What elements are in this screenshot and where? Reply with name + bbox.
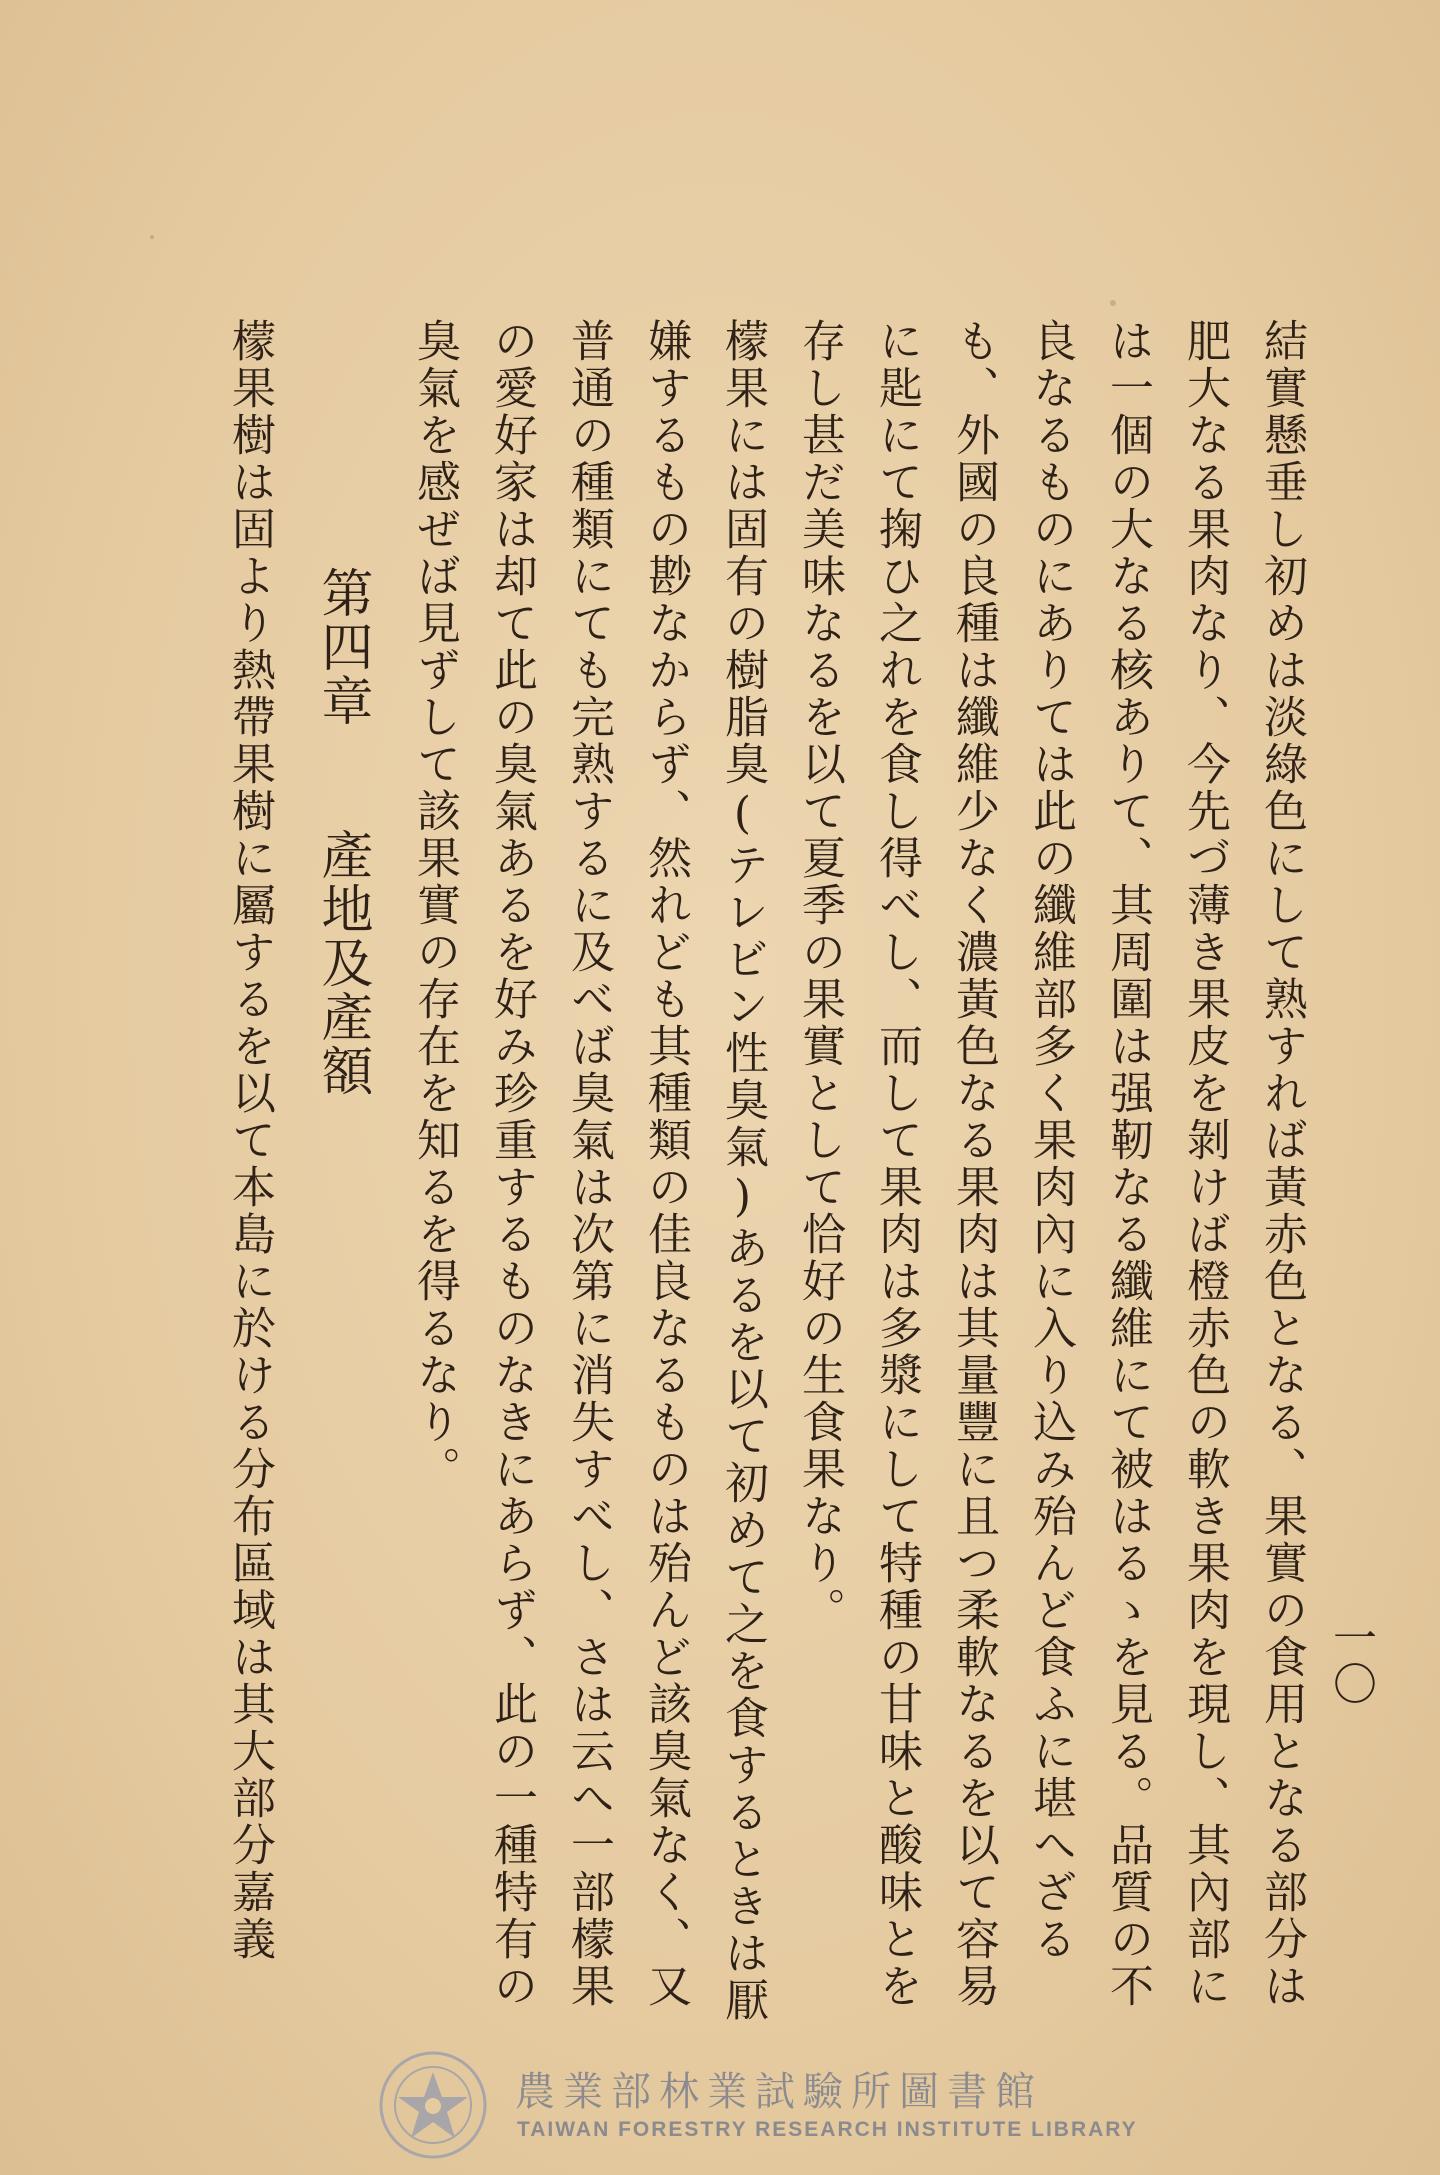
- vertical-body-text: [180, 318, 1320, 2038]
- library-name-en: TAIWAN FORESTRY RESEARCH INSTITUTE LIBRARY: [517, 2118, 1138, 2141]
- paragraph-3: 檬果樹は固より熱帶果樹に屬するを以て本島に於ける分布區域は其大部分嘉義: [224, 318, 275, 1963]
- chapter-number: 第四章: [312, 566, 372, 728]
- paragraph-1: 結實懸垂し初めは淡綠色にして熟すれば黃赤色となる、果實の食用となる部分は肥大なる果肉なり、今先づ薄き果皮を剝けば橙赤色の軟き果肉を現し、其內部には一個の大なる核ありて、其周圍は强靭なる纖維にて被はるゝを見る。品質の不良なるものにありては此の纖維部多く果肉內に入り込み殆んど食ふに堪へざるも、外國の良種は纖維少なく濃黃色なる果肉は其量豐に且つ柔軟なるを以て容易に匙にて掬ひ之れを食し得べし、而して果肉は多漿にして特種の甘味と酸味とを存し甚だ美味なるを以て夏季の果實として恰好の生食果なり。: [794, 318, 1307, 2010]
- library-name-zh: 農業部林業試驗所圖書館: [515, 2069, 1043, 2115]
- chapter-heading: [288, 318, 396, 2038]
- paragraph-2: 檬果には固有の樹脂臭(テレビン性臭氣)あるを以て初めて之を食するときは厭嫌するもの尠なからず、然れども其種類の佳良なるものは殆んど該臭氣なく、又普通の種類にても完熟するに及べば臭氣は次第に消失すべし、さは云へ一部檬果の愛好家は却て此の臭氣あるを好み珍重するものなきにあらず、此の一種特有の臭氣を感ぜば見ずして該果實の存在を知るを得るなり。: [409, 318, 768, 2024]
- library-seal-icon: [378, 2050, 488, 2160]
- page-number: 一〇: [1325, 1615, 1376, 1707]
- chapter-title: 產地及產額: [312, 828, 372, 1098]
